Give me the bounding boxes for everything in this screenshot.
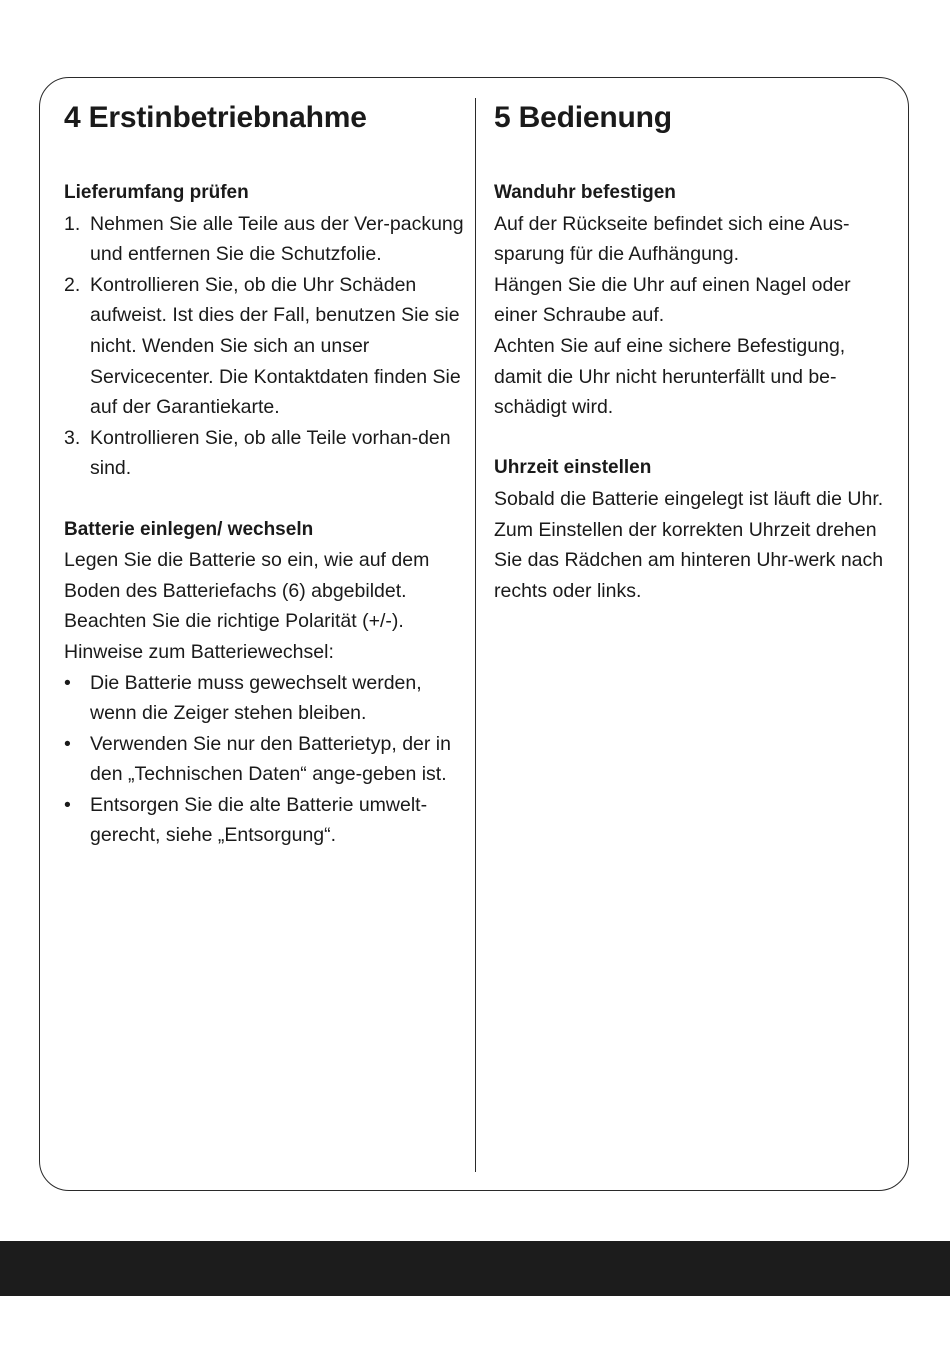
- section-erstinbetriebnahme: [64, 98, 464, 851]
- list-item: 2. Kontrollieren Sie, ob die Uhr Schäden aufweist. Ist dies der Fall, benutzen Sie sie nicht. Wenden Sie sich an unser Servicecenter. Die Kontaktdaten finden Sie auf der Garantiekarte.: [64, 273, 461, 419]
- paragraph: Achten Sie auf eine sichere Befestigung, damit die Uhr nicht herunterfällt und be-schädigt wird.: [494, 334, 846, 419]
- list-item: 3. Kontrollieren Sie, ob alle Teile vorhan-den sind.: [64, 426, 451, 480]
- paragraph: Beachten Sie die richtige Polarität (+/-).: [64, 610, 404, 633]
- paragraph: Hängen Sie die Uhr auf einen Nagel oder einer Schraube auf.: [494, 273, 851, 327]
- subheading-batterie: Batterie einlegen/ wechseln: [64, 518, 314, 540]
- column-divider: [475, 98, 476, 1172]
- section-heading: 4 Erstinbetriebnahme: [64, 101, 367, 134]
- numbered-list: [64, 209, 464, 484]
- section-heading: 5 Bedienung: [494, 101, 672, 134]
- list-item: • Verwenden Sie nur den Batterietyp, der in den „Technischen Daten“ ange-geben ist.: [64, 732, 451, 786]
- paragraph: Hinweise zum Batteriewechsel:: [64, 640, 334, 663]
- section-bedienung: [494, 98, 894, 606]
- paragraph: Legen Sie die Batterie so ein, wie auf dem Boden des Batteriefachs (6) abgebildet.: [64, 549, 430, 602]
- paragraph: Auf der Rückseite befindet sich eine Aus-sparung für die Aufhängung.: [494, 212, 850, 266]
- footer-bar: [0, 1241, 950, 1296]
- paragraph: Sobald die Batterie eingelegt ist läuft die Uhr. Zum Einstellen der korrekten Uhrzeit drehen Sie das Rädchen am hinteren Uhr-werk nach rechts oder links.: [494, 487, 884, 602]
- list-item: • Entsorgen Sie die alte Batterie umwelt-gerecht, siehe „Entsorgung“.: [64, 793, 428, 847]
- subheading-wanduhr: Wanduhr befestigen: [494, 182, 676, 203]
- list-item: • Die Batterie muss gewechselt werden, wenn die Zeiger stehen bleiben.: [64, 671, 422, 725]
- bullet-list: [64, 668, 464, 852]
- list-item: 1. Nehmen Sie alle Teile aus der Ver-packung und entfernen Sie die Schutzfolie.: [64, 212, 464, 266]
- subheading-uhrzeit: Uhrzeit einstellen: [494, 457, 652, 479]
- subheading-lieferumfang: Lieferumfang prüfen: [64, 182, 249, 203]
